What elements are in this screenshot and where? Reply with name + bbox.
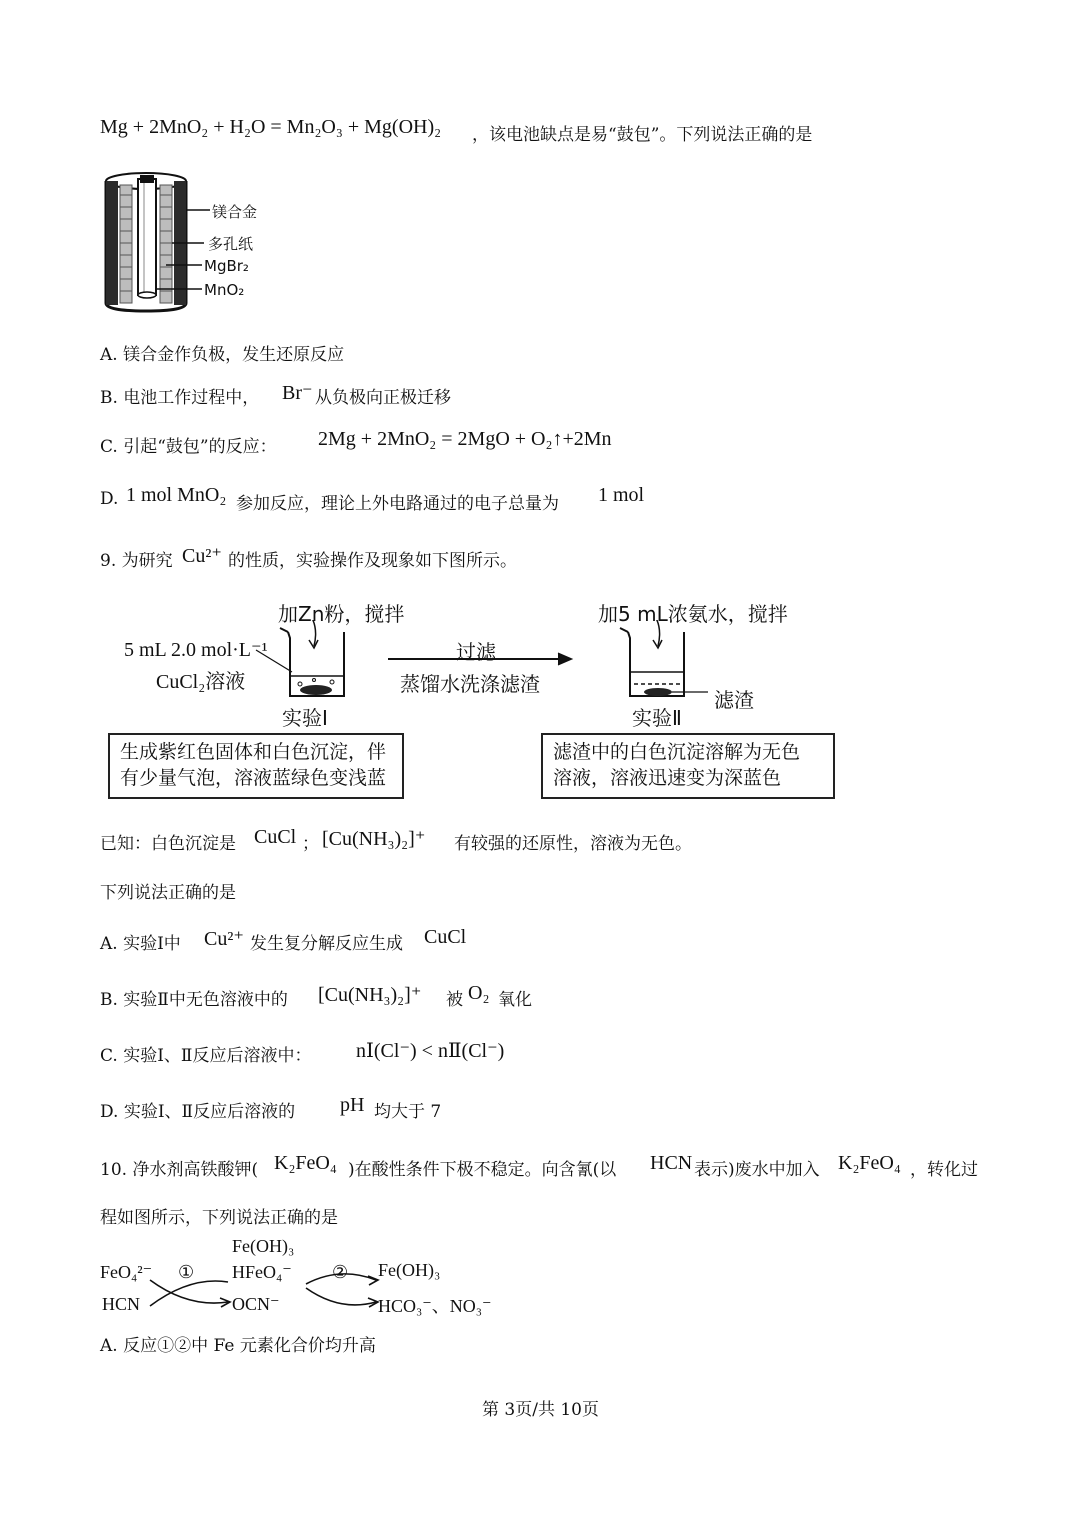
scheme-product-ocn: OCN⁻	[232, 1294, 280, 1314]
solution-name-label: CuCl₂溶液	[156, 671, 246, 693]
label-mgbr2: MgBr₂	[204, 257, 249, 275]
q8-option-d-text: 参加反应，理论上外电路通过的电子总量为	[236, 494, 559, 514]
scheme-product-hfeo4: HFeO₄⁻	[232, 1262, 292, 1282]
q9-known-pre: 已知：白色沉淀是	[100, 834, 236, 854]
q9-option-d-pre: D. 实验Ⅰ、Ⅱ反应后溶液的	[100, 1102, 296, 1122]
q9-option-b-pre: B. 实验Ⅱ中无色溶液中的	[100, 990, 288, 1010]
q8-option-d-pre: D.	[100, 489, 119, 509]
q9-option-c-pre: C. 实验Ⅰ、Ⅱ反应后溶液中：	[100, 1046, 312, 1066]
observation-1-line1: 生成紫红色固体和白色沉淀，伴	[120, 741, 387, 763]
experiment-2-label: 实验Ⅱ	[632, 706, 682, 730]
q9-option-a-end: CuCl	[424, 926, 467, 948]
q9-known-cucl: CuCl	[254, 826, 297, 848]
q9-known-post: 有较强的还原性，溶液为无色。	[454, 834, 692, 854]
q8-option-b-post: 从负极向正极迁移	[315, 388, 451, 408]
q8-option-d-amount: 1 mol MnO₂	[126, 484, 227, 506]
q9-option-b-end: 氧化	[498, 990, 532, 1010]
scheme-reactant-hcn: HCN	[102, 1294, 141, 1314]
q8-option-b-pre: B. 电池工作过程中，	[100, 388, 260, 408]
q10-k2feo4-2: K₂FeO₄	[838, 1152, 901, 1174]
q8-stem-tail: ，该电池缺点是易“鼓包”。下列说法正确的是	[472, 125, 813, 145]
q9-known-sep: ；	[302, 834, 319, 854]
observation-box-1	[108, 733, 404, 799]
q9-option-d-end: 均大于 7	[374, 1102, 442, 1122]
add-zn-label: 加Zn粉，搅拌	[278, 602, 405, 626]
solution-conc-label: 5 mL 2.0 mol·L⁻¹	[124, 639, 268, 661]
scheme-product-feoh3-1: Fe(OH)₃	[232, 1236, 295, 1256]
q9-option-d-ph: pH	[340, 1094, 365, 1116]
q8-option-a: A. 镁合金作负极，发生还原反应	[100, 345, 345, 365]
q9-option-c-equation: nⅠ(Cl⁻) < nⅡ(Cl⁻)	[356, 1040, 505, 1062]
q9-option-b-o2: O₂	[468, 982, 490, 1004]
scheme-product-feoh3-2: Fe(OH)₃	[378, 1260, 441, 1280]
q9-known-complex: [Cu(NH₃)₂]⁺	[322, 828, 426, 850]
scheme-step-1: ①	[178, 1262, 195, 1282]
observation-2-line2: 溶液，溶液迅速变为深蓝色	[553, 767, 782, 789]
q10-k2feo4-1: K₂FeO₄	[274, 1152, 337, 1174]
reaction-scheme-arrows	[140, 1268, 400, 1318]
q10-stem-line2: 程如图所示，下列说法正确的是	[100, 1208, 338, 1228]
q9-option-a-pre: A. 实验Ⅰ中	[100, 934, 181, 954]
scheme-step-2: ②	[332, 1262, 349, 1282]
scheme-reactant-ferrate: FeO₄²⁻	[100, 1262, 153, 1282]
observation-2-line1: 滤渣中的白色沉淀溶解为无色	[553, 741, 801, 763]
label-porous-paper: 多孔纸	[208, 235, 254, 253]
q9-stem-pre: 9. 为研究	[100, 551, 173, 571]
q9-prompt: 下列说法正确的是	[100, 883, 236, 903]
residue-label: 滤渣	[714, 688, 754, 712]
q9-option-b-complex: [Cu(NH₃)₂]⁺	[318, 984, 422, 1006]
arrow-bottom-label: 蒸馏水洗涤滤渣	[400, 672, 540, 696]
q10-stem-pre: 10. 净水剂高铁酸钾(	[100, 1160, 259, 1180]
q10-stem-mid: )在酸性条件下极不稳定。向含氰(以	[348, 1160, 617, 1180]
q8-option-c-pre: C. 引起“鼓包”的反应：	[100, 437, 277, 457]
q10-stem-end: ，转化过	[910, 1160, 978, 1180]
q9-option-a-mid: 发生复分解反应生成	[250, 934, 403, 954]
q9-option-b-mid: 被	[446, 990, 463, 1010]
q10-option-a: A. 反应①②中 Fe 元素化合价均升高	[100, 1336, 376, 1356]
arrow-top-label: 过滤	[456, 640, 496, 664]
q8-option-d-end: 1 mol	[598, 484, 645, 506]
observation-1-line2: 有少量气泡，溶液蓝绿色变浅蓝	[120, 767, 387, 789]
add-ammonia-label: 加5 mL浓氨水，搅拌	[598, 602, 788, 626]
q9-stem-post: 的性质，实验操作及现象如下图所示。	[228, 551, 517, 571]
q10-hcn: HCN	[650, 1152, 693, 1174]
q8-option-b-ion: Br⁻	[282, 382, 313, 404]
label-magnesium-alloy: 镁合金	[212, 203, 258, 221]
q8-equation: Mg + 2MnO₂ + H₂O = Mn₂O₃ + Mg(OH)₂	[100, 116, 442, 138]
page-footer: 第 3页/共 10页	[482, 1400, 599, 1420]
q9-option-a-ion: Cu²⁺	[204, 928, 244, 950]
battery-diagram	[100, 165, 300, 315]
q9-stem-ion: Cu²⁺	[182, 545, 222, 567]
q8-option-c-equation: 2Mg + 2MnO₂ = 2MgO + O₂↑+2Mn	[318, 428, 612, 450]
scheme-product-carbonate-nitrate: HCO₃⁻、NO₃⁻	[378, 1296, 492, 1316]
experiment-1-label: 实验Ⅰ	[282, 706, 328, 730]
q10-stem-mid2: 表示)废水中加入	[694, 1160, 820, 1180]
label-mno2: MnO₂	[204, 281, 245, 299]
observation-box-2	[541, 733, 835, 799]
